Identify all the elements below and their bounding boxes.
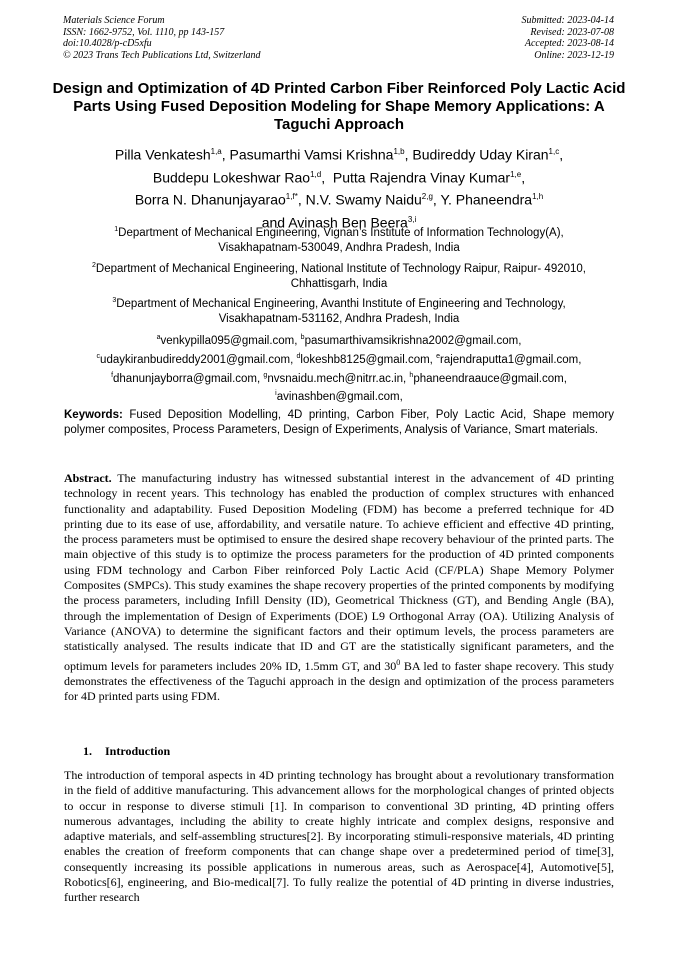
affiliation	[50, 293, 628, 327]
author-name: Putta Rajendra Vinay Kumar	[332, 169, 511, 186]
doi-line: doi:10.4028/p-cD5xfu	[63, 38, 152, 49]
email-mark: a	[156, 334, 161, 341]
email-mark: f	[111, 371, 114, 379]
paper-title: Design and Optimization of 4D Printed Carbon Fiber Reinforced Poly Lactic Acid Parts Using Fused Deposition Modeling for Shape Memory Applications: A Taguchi Approach	[52, 80, 626, 133]
abstract-text-end: BA led to faster shape recovery. This study demonstrates the effectiveness of the Taguchi approach in the design and optimization of the process parameters for 4D printed parts using FDM.	[64, 658, 614, 704]
author-name: Y. Phaneendra	[440, 191, 533, 208]
affiliation-mark: 1	[114, 226, 119, 233]
email-list	[50, 330, 628, 405]
abstract-label: Abstract.	[64, 471, 112, 485]
email-address[interactable]: phaneendraauce@gmail.com,	[413, 372, 567, 385]
email-mark: e	[436, 352, 440, 360]
issn-line: ISSN: 1662-9752, Vol. 1110, pp 143-157	[63, 26, 225, 38]
affiliation-text: Visakhapatnam-531162, Andhra Pradesh, India	[218, 312, 460, 325]
affiliation-text: Visakhapatnam-530049, Andhra Pradesh, India	[218, 241, 460, 254]
email-mark: h	[409, 371, 414, 379]
journal-info	[63, 15, 261, 61]
email-mark: g	[263, 371, 268, 379]
author-name: Pasumarthi Vamsi Krishna	[229, 146, 394, 163]
author-name: and Avinash Ben Beera	[261, 214, 408, 231]
email-address[interactable]: rajendraputta1@gmail.com,	[440, 353, 582, 366]
author-affiliation-mark: 1,e	[510, 169, 522, 179]
keywords-label: Keywords:	[64, 409, 123, 421]
author-affiliation-mark: 1,f*	[285, 192, 298, 202]
author-affiliation-mark: 1,a	[210, 147, 222, 156]
author-affiliation-mark: 1,b	[393, 147, 405, 156]
author-name: Pilla Venkatesh	[114, 146, 211, 163]
author-list: Pilla Venkatesh$^{1,a}$, Pasumarthi Vamsi Krishna$^{1,b}$, Budireddy Uday Kiran$^{1,c}$, Buddepu Lokeshwar Rao$^{1,d}$, Putta Rajendra Vinay Kumar$^{1,e}$, Borra N. Dhanunjayarao$^{1,f*}$, N.V. Swamy Naidu$^{2,g}$, Y. Phaneendra$^{1,h}$ and Avinash Ben Beera$^{3,i}$	[114, 146, 564, 231]
affiliation-text: Chhattisgarh, India	[290, 277, 388, 290]
copyright-line: © 2023 Trans Tech Publications Ltd, Switzerland	[63, 49, 261, 61]
affiliation-text: Department of Mechanical Engineering, National Institute of Technology Raipur, Raipur- 492010,	[95, 262, 586, 275]
author-affiliation-mark: 2,g	[421, 192, 433, 202]
abstract-text: The manufacturing industry has witnessed substantial interest in the advancement of 4D printing technology in recent years. This technology has enabled the production of complex structures with enhanced functionality and adaptability. Fused Deposition Modeling (FDM) has become a preferred technique for 4D printing due to its ease of use, affordability, and versatile nature. To achieve efficient and effective 4D printing, the process parameters must be optimised to ensure the desired shape recovery behaviour of the printed parts. The main objective of this study is to optimize the process parameters for the production of 4D printed components using FDM technology and Carbon Fiber reinforced Poly Lactic Acid (CF/PLA) Shape Memory Polymer Composites (SMPCs). This study examines the shape recovery properties of the printed components by modifying the process parameters, including Infill Density (ID), Geometrical Thickness (GT), and Bending Angle (BA), through the implementation of Design of Experiments (DOE) L9 Orthogonal Array (OA). Utilizing Analysis of Variance (ANOVA) to determine the significant factors and their optimum levels, the process parameters are statistically analysed. The results indicate that ID and GT are the statistically significant parameters, and the optimum levels for parameters includes 20% ID, 1.5mm GT, and 30	[64, 471, 614, 673]
journal-name: Materials Science Forum	[63, 15, 165, 26]
publication-dates	[522, 15, 615, 61]
author-name: Budireddy Uday Kiran	[412, 146, 549, 163]
affiliation-text: Department of Mechanical Engineering, Vignan’s Institute of Information Technology(A),	[118, 226, 564, 239]
intro-paragraph: The introduction of temporal aspects in 4D printing technology has brought about a revolutionary transformation in the field of additive manufacturing. This advancement allows for the morphological changes of printed objects to occur in response to diverse stimuli [1]. In comparison to conventional 3D printing, 4D printing offers numerous advantages, including the ability to create highly intricate and complex designs, responsive and adaptive materials, and self-assembling structures[2]. By incorporating stimuli-responsive materials, 4D printing enables the creation of freeform components that can change shape over a predetermined period of time[3], consequently increasing its possible applications in numerous areas, such as Aerospace[4], Automotive[5], Robotics[6], engineering, and Bio-medical[7]. To fully realize the potential of 4D printing in diverse industries, further research	[64, 768, 614, 905]
section-heading	[83, 744, 170, 759]
email-address[interactable]: avinashben@gmail.com,	[276, 391, 403, 404]
submitted-date: Submitted: 2023-04-14	[521, 15, 614, 26]
degree-mark: 0	[396, 657, 401, 667]
keywords-paragraph	[64, 408, 614, 437]
email-address[interactable]: lokeshb8125@gmail.com,	[300, 353, 433, 366]
section-number: 1.	[83, 744, 92, 758]
author-name: Borra N. Dhanunjayarao	[134, 191, 286, 208]
abstract-paragraph	[64, 471, 614, 704]
author-name: N.V. Swamy Naidu	[305, 191, 422, 208]
email-mark: b	[300, 334, 305, 341]
author-affiliation-mark: 1,c	[548, 147, 560, 156]
email-address[interactable]: nvsnaidu.mech@nitrr.ac.in,	[267, 372, 407, 385]
email-address[interactable]: venkypilla095@gmail.com,	[160, 334, 298, 347]
email-address[interactable]: udaykiranbudireddy2001@gmail.com,	[100, 353, 294, 366]
email-address[interactable]: dhanunjayborra@gmail.com,	[113, 372, 261, 385]
email-address[interactable]: pasumarthivamsikrishna2002@gmail.com,	[304, 334, 522, 347]
keywords-text: Fused Deposition Modelling, 4D printing, Carbon Fiber, Poly Lactic Acid, Shape memory polymer composites, Process Parameters, Design of Experiments, Analysis of Variance, Smart materials.	[64, 409, 614, 436]
email-mark: c	[96, 352, 101, 360]
affiliation	[50, 258, 628, 292]
affiliation-mark: 3	[112, 297, 117, 304]
author-affiliation-mark: 3,i	[407, 214, 417, 224]
email-mark: d	[296, 352, 301, 360]
online-date: Online: 2023-12-19	[534, 49, 614, 61]
affiliation	[50, 222, 628, 256]
affiliation-mark: 2	[91, 262, 96, 269]
accepted-date: Accepted: 2023-08-14	[524, 38, 614, 49]
section-title: Introduction	[105, 744, 171, 758]
author-affiliation-mark: 1,d	[310, 169, 322, 179]
author-name: Buddepu Lokeshwar Rao	[152, 169, 311, 186]
affiliation-text: Department of Mechanical Engineering, Avanthi Institute of Engineering and Technology,	[116, 297, 566, 310]
email-mark: i	[275, 390, 277, 398]
revised-date: Revised: 2023-07-08	[530, 26, 614, 38]
author-affiliation-mark: 1,h	[532, 192, 544, 202]
